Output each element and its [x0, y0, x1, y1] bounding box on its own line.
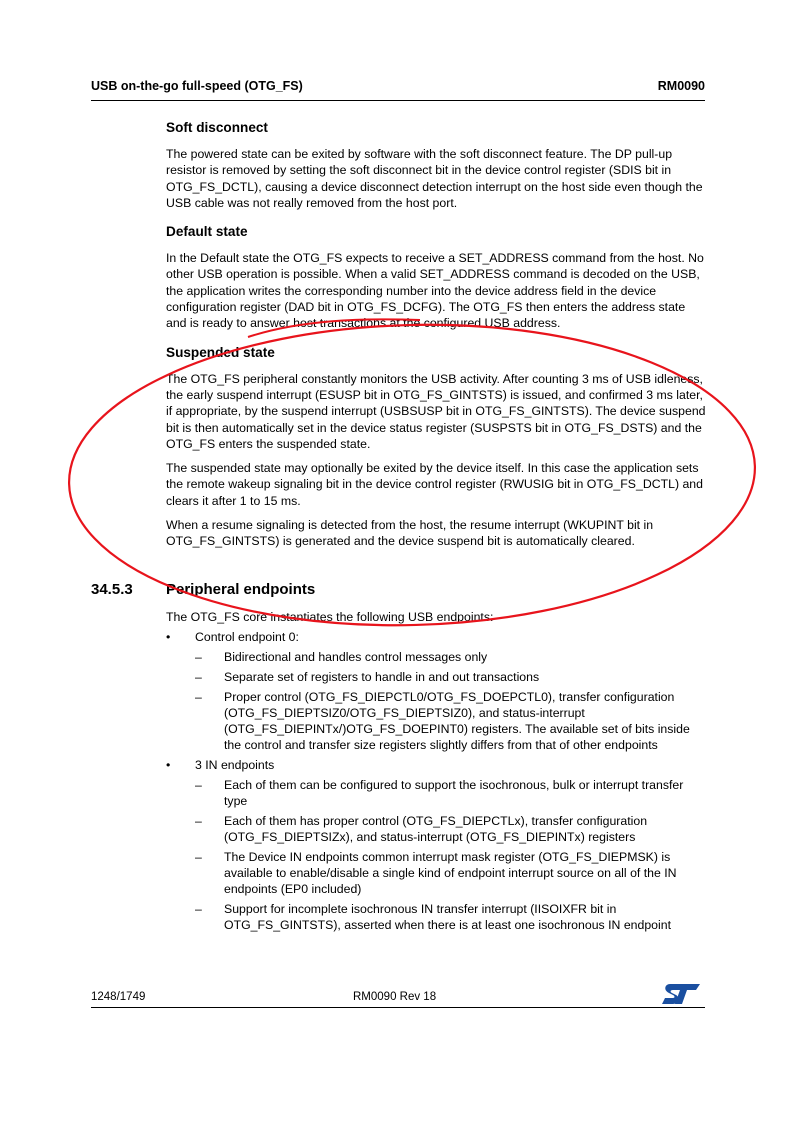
default-state-heading: Default state	[166, 224, 248, 240]
dash-glyph: –	[195, 902, 202, 916]
suspended-state-heading: Suspended state	[166, 344, 275, 360]
suspended-state-paragraph: When a resume signaling is detected from the host, the resume interrupt (WKUPINT bit in OTG_FS_GINTSTS) is generated and the device suspend bit is automatically cleared.	[166, 518, 654, 549]
dash-glyph: –	[195, 650, 202, 664]
page-header	[91, 79, 705, 101]
sub-list-item	[195, 649, 706, 665]
default-state-body: In the Default state the OTG_FS expects to receive a SET_ADDRESS command from the host. No other USB operation is possible. When a valid SET_ADDRESS command is decoded on the USB, the application writes the corresponding number into the device address field in the device configuration register (DAD bit in OTG_FS_DCFG). The OTG_FS then enters the address state and is ready to answer host transactions at the configured USB address.	[166, 251, 704, 331]
dash-glyph: –	[195, 850, 202, 864]
endpoints-content	[166, 609, 706, 937]
sub-list-item	[195, 813, 706, 845]
sub-list-item	[195, 901, 706, 933]
sub-list-item-text: Separate set of registers to handle in and out transactions	[224, 670, 540, 684]
list-item-text: Control endpoint 0:	[195, 630, 299, 644]
document-revision: RM0090 Rev 18	[353, 991, 437, 1003]
sub-list-item	[195, 849, 706, 897]
header-chapter-title: USB on-the-go full-speed (OTG_FS)	[91, 79, 303, 93]
sub-list	[195, 649, 706, 753]
dash-glyph: –	[195, 778, 202, 792]
list-item	[166, 629, 706, 753]
soft-disconnect-body: The powered state can be exited by software with the soft disconnect feature. The DP pull-up resistor is removed by setting the soft disconnect bit in the device control register (SDIS bit in OTG_FS_DCTL), causing a device disconnect detection interrupt on the host side even though the USB cable was not really removed from the host port.	[166, 147, 703, 210]
st-logo	[661, 983, 701, 1008]
soft-disconnect-heading: Soft disconnect	[166, 120, 268, 135]
endpoints-list	[166, 629, 706, 933]
main-content	[166, 119, 706, 558]
section-number: 34.5.3	[91, 581, 133, 598]
sub-list-item	[195, 689, 706, 753]
page-footer	[91, 987, 705, 1008]
dash-glyph: –	[195, 690, 202, 704]
sub-list-item-text: Bidirectional and handles control messages only	[224, 650, 488, 664]
section-title: Peripheral endpoints	[166, 581, 316, 598]
endpoints-intro: The OTG_FS core instantiates the following USB endpoints:	[166, 610, 494, 624]
list-item	[166, 757, 706, 933]
sub-list-item-text: The Device IN endpoints common interrupt mask register (OTG_FS_DIEPMSK) is available to enable/disable a single kind of endpoint interrupt source on all of the IN endpoints (EP0 included)	[224, 850, 677, 896]
suspended-state-paragraph: The OTG_FS peripheral constantly monitors the USB activity. After counting 3 ms of USB idleness, the early suspend interrupt (ESUSP bit in OTG_FS_GINTSTS) is issued, and confirmed 3 ms later, if appropriate, by the suspend interrupt (USBSUSP bit in OTG_FS_GINTSTS). The device suspend bit is then automatically set in the device status register (SUSPSTS bit in OTG_FS_DSTS) and the OTG_FS enters the suspended state.	[166, 371, 706, 451]
bullet-glyph: •	[166, 758, 171, 772]
sub-list-item-text: Each of them can be configured to support the isochronous, bulk or interrupt transfer type	[224, 778, 684, 808]
bullet-glyph: •	[166, 630, 171, 644]
list-item-text: 3 IN endpoints	[195, 758, 275, 772]
dash-glyph: –	[195, 670, 202, 684]
sub-list-item	[195, 669, 706, 685]
sub-list-item-text: Each of them has proper control (OTG_FS_DIEPCTLx), transfer configuration (OTG_FS_DIEPTSIZx), and status-interrupt (OTG_FS_DIEPINTx) registers	[224, 814, 648, 844]
sub-list	[195, 777, 706, 933]
dash-glyph: –	[195, 814, 202, 828]
suspended-state-paragraph: The suspended state may optionally be exited by the device itself. In this case the application sets the remote wakeup signaling bit in the device control register (RWUSIG bit in OTG_FS_DCTL) and clears it after 1 to 15 ms.	[166, 461, 703, 508]
sub-list-item-text: Proper control (OTG_FS_DIEPCTL0/OTG_FS_DOEPCTL0), transfer configuration (OTG_FS_DIEPTSIZ0/OTG_FS_DIEPTSIZ0), and status-interrupt (OTG_FS_DIEPINTx/)OTG_FS_DOEPINT0) registers. The available set of bits inside the control and transfer size registers slightly differs from that of other endpoints	[224, 690, 690, 752]
header-doc-id: RM0090	[657, 79, 705, 93]
sub-list-item-text: Support for incomplete isochronous IN transfer interrupt (IISOIXFR bit in OTG_FS_GINTSTS), asserted when there is at least one isochronous IN endpoint	[224, 902, 671, 932]
page-number: 1248/1749	[91, 991, 146, 1003]
sub-list-item	[195, 777, 706, 809]
